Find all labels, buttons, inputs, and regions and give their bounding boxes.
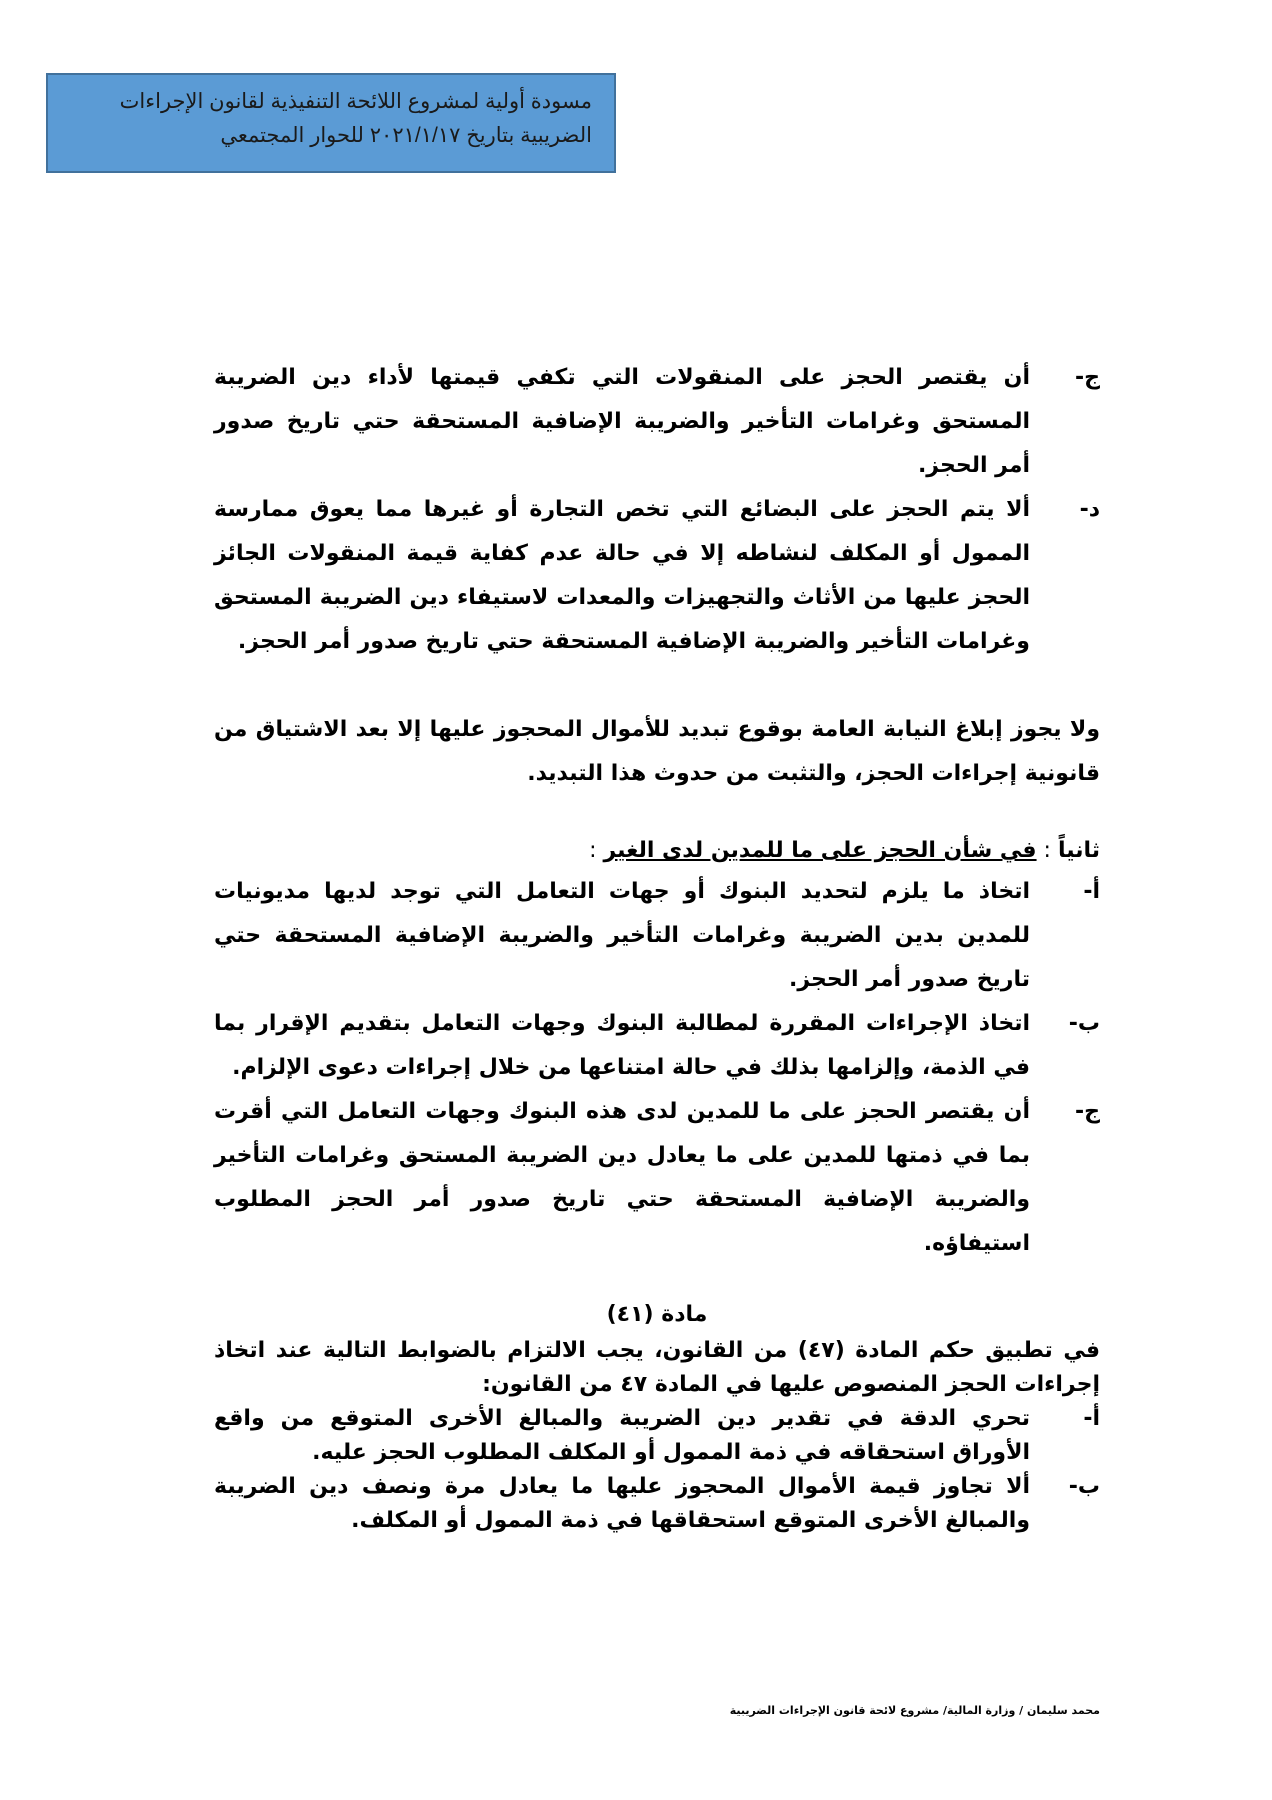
list-item (214, 1090, 1100, 1266)
article-intro: في تطبيق حكم المادة (٤٧) من القانون، يجب الالتزام بالضوابط التالية عند اتخاذ إجراءات الحجز المنصوص عليها في المادة ٤٧ من القانون: (214, 1338, 1100, 1397)
list-item-text: ألا يتم الحجز على البضائع التي تخص التجارة أو غيرها مما يعوق ممارسة الممول أو المكلف لنشاطه إلا في حالة عدم كفاية قيمة المنقولات الجائز الحجز عليها من الأثاث والتجهيزات والمعدات لاستيفاء دين الضريبة المستحق وغرامات التأخير والضريبة الإضافية المستحقة حتي تاريخ صدور أمر الحجز. (214, 497, 1030, 654)
list-item-text: ألا تجاوز قيمة الأموال المحجوز عليها ما يعادل مرة ونصف دين الضريبة والمبالغ الأخرى المتوقع استحقاقها في ذمة الممول أو المكلف. (214, 1474, 1030, 1533)
list-item (214, 488, 1100, 664)
draft-notice-box (46, 73, 616, 173)
list-item (214, 1470, 1100, 1538)
article-title: مادة (٤١) (606, 1302, 708, 1327)
draft-notice-line-1: مسودة أولية لمشروع اللائحة التنفيذية لقانون الإجراءات (119, 90, 592, 113)
draft-notice-line-2: الضريبية بتاريخ ٢٠٢١/١/١٧ للحوار المجتمعي (220, 124, 592, 147)
section-separator: : (1036, 838, 1058, 863)
list-marker: أ- (1083, 879, 1100, 904)
section-title: في شأن الحجز على ما للمدين لدى الغير (603, 838, 1037, 863)
list-item-text: أن يقتصر الحجز على المنقولات التي تكفي قيمتها لأداء دين الضريبة المستحق وغرامات التأخير والضريبة الإضافية المستحقة حتي تاريخ صدور أمر الحجز. (214, 365, 1030, 478)
page-footer: محمد سليمان / وزارة المالية/ مشروع لائحة قانون الإجراءات الضريبية (729, 1704, 1100, 1717)
section-suffix: : (589, 838, 604, 863)
prosecution-paragraph: ولا يجوز إبلاغ النيابة العامة بوقوع تبديد للأموال المحجوز عليها إلا بعد الاشتياق من قانونية إجراءات الحجز، والتثبت من حدوث هذا التبديد. (214, 717, 1100, 786)
list-item (214, 870, 1100, 1002)
list-marker: ب- (1068, 1474, 1100, 1499)
list-marker: أ- (1083, 1406, 1100, 1431)
document-body (214, 356, 1100, 1538)
list-marker: ج- (1075, 1099, 1100, 1124)
list-item-text: أن يقتصر الحجز على ما للمدين لدى هذه البنوك وجهات التعامل التي أقرت بما في ذمتها للمدين على ما يعادل دين الضريبة المستحق وغرامات التأخير والضريبة الإضافية المستحقة حتي تاريخ صدور أمر الحجز المطلوب استيفاؤه. (214, 1099, 1030, 1256)
list-marker: د- (1079, 497, 1100, 522)
list-item-text: اتخاذ الإجراءات المقررة لمطالبة البنوك وجهات التعامل بتقديم الإقرار بما في الذمة، وإلزامها بذلك في حالة امتناعها من خلال إجراءات دعوى الإلزام. (214, 1011, 1030, 1080)
list-item (214, 1002, 1100, 1090)
list-item-text: تحري الدقة في تقدير دين الضريبة والمبالغ الأخرى المتوقع من واقع الأوراق استحقاقه في ذمة الممول أو المكلف المطلوب الحجز عليه. (214, 1406, 1030, 1465)
section-prefix: ثانياً (1057, 838, 1100, 863)
list-marker: ب- (1068, 1011, 1100, 1036)
list-marker: ج- (1075, 365, 1100, 390)
list-item (214, 1402, 1100, 1470)
section-heading (214, 832, 1100, 870)
list-item (214, 356, 1100, 488)
list-item-text: اتخاذ ما يلزم لتحديد البنوك أو جهات التعامل التي توجد لديها مديونيات للمدين بدين الضريبة وغرامات التأخير والضريبة الإضافية المستحقة حتي تاريخ صدور أمر الحجز. (214, 879, 1030, 992)
